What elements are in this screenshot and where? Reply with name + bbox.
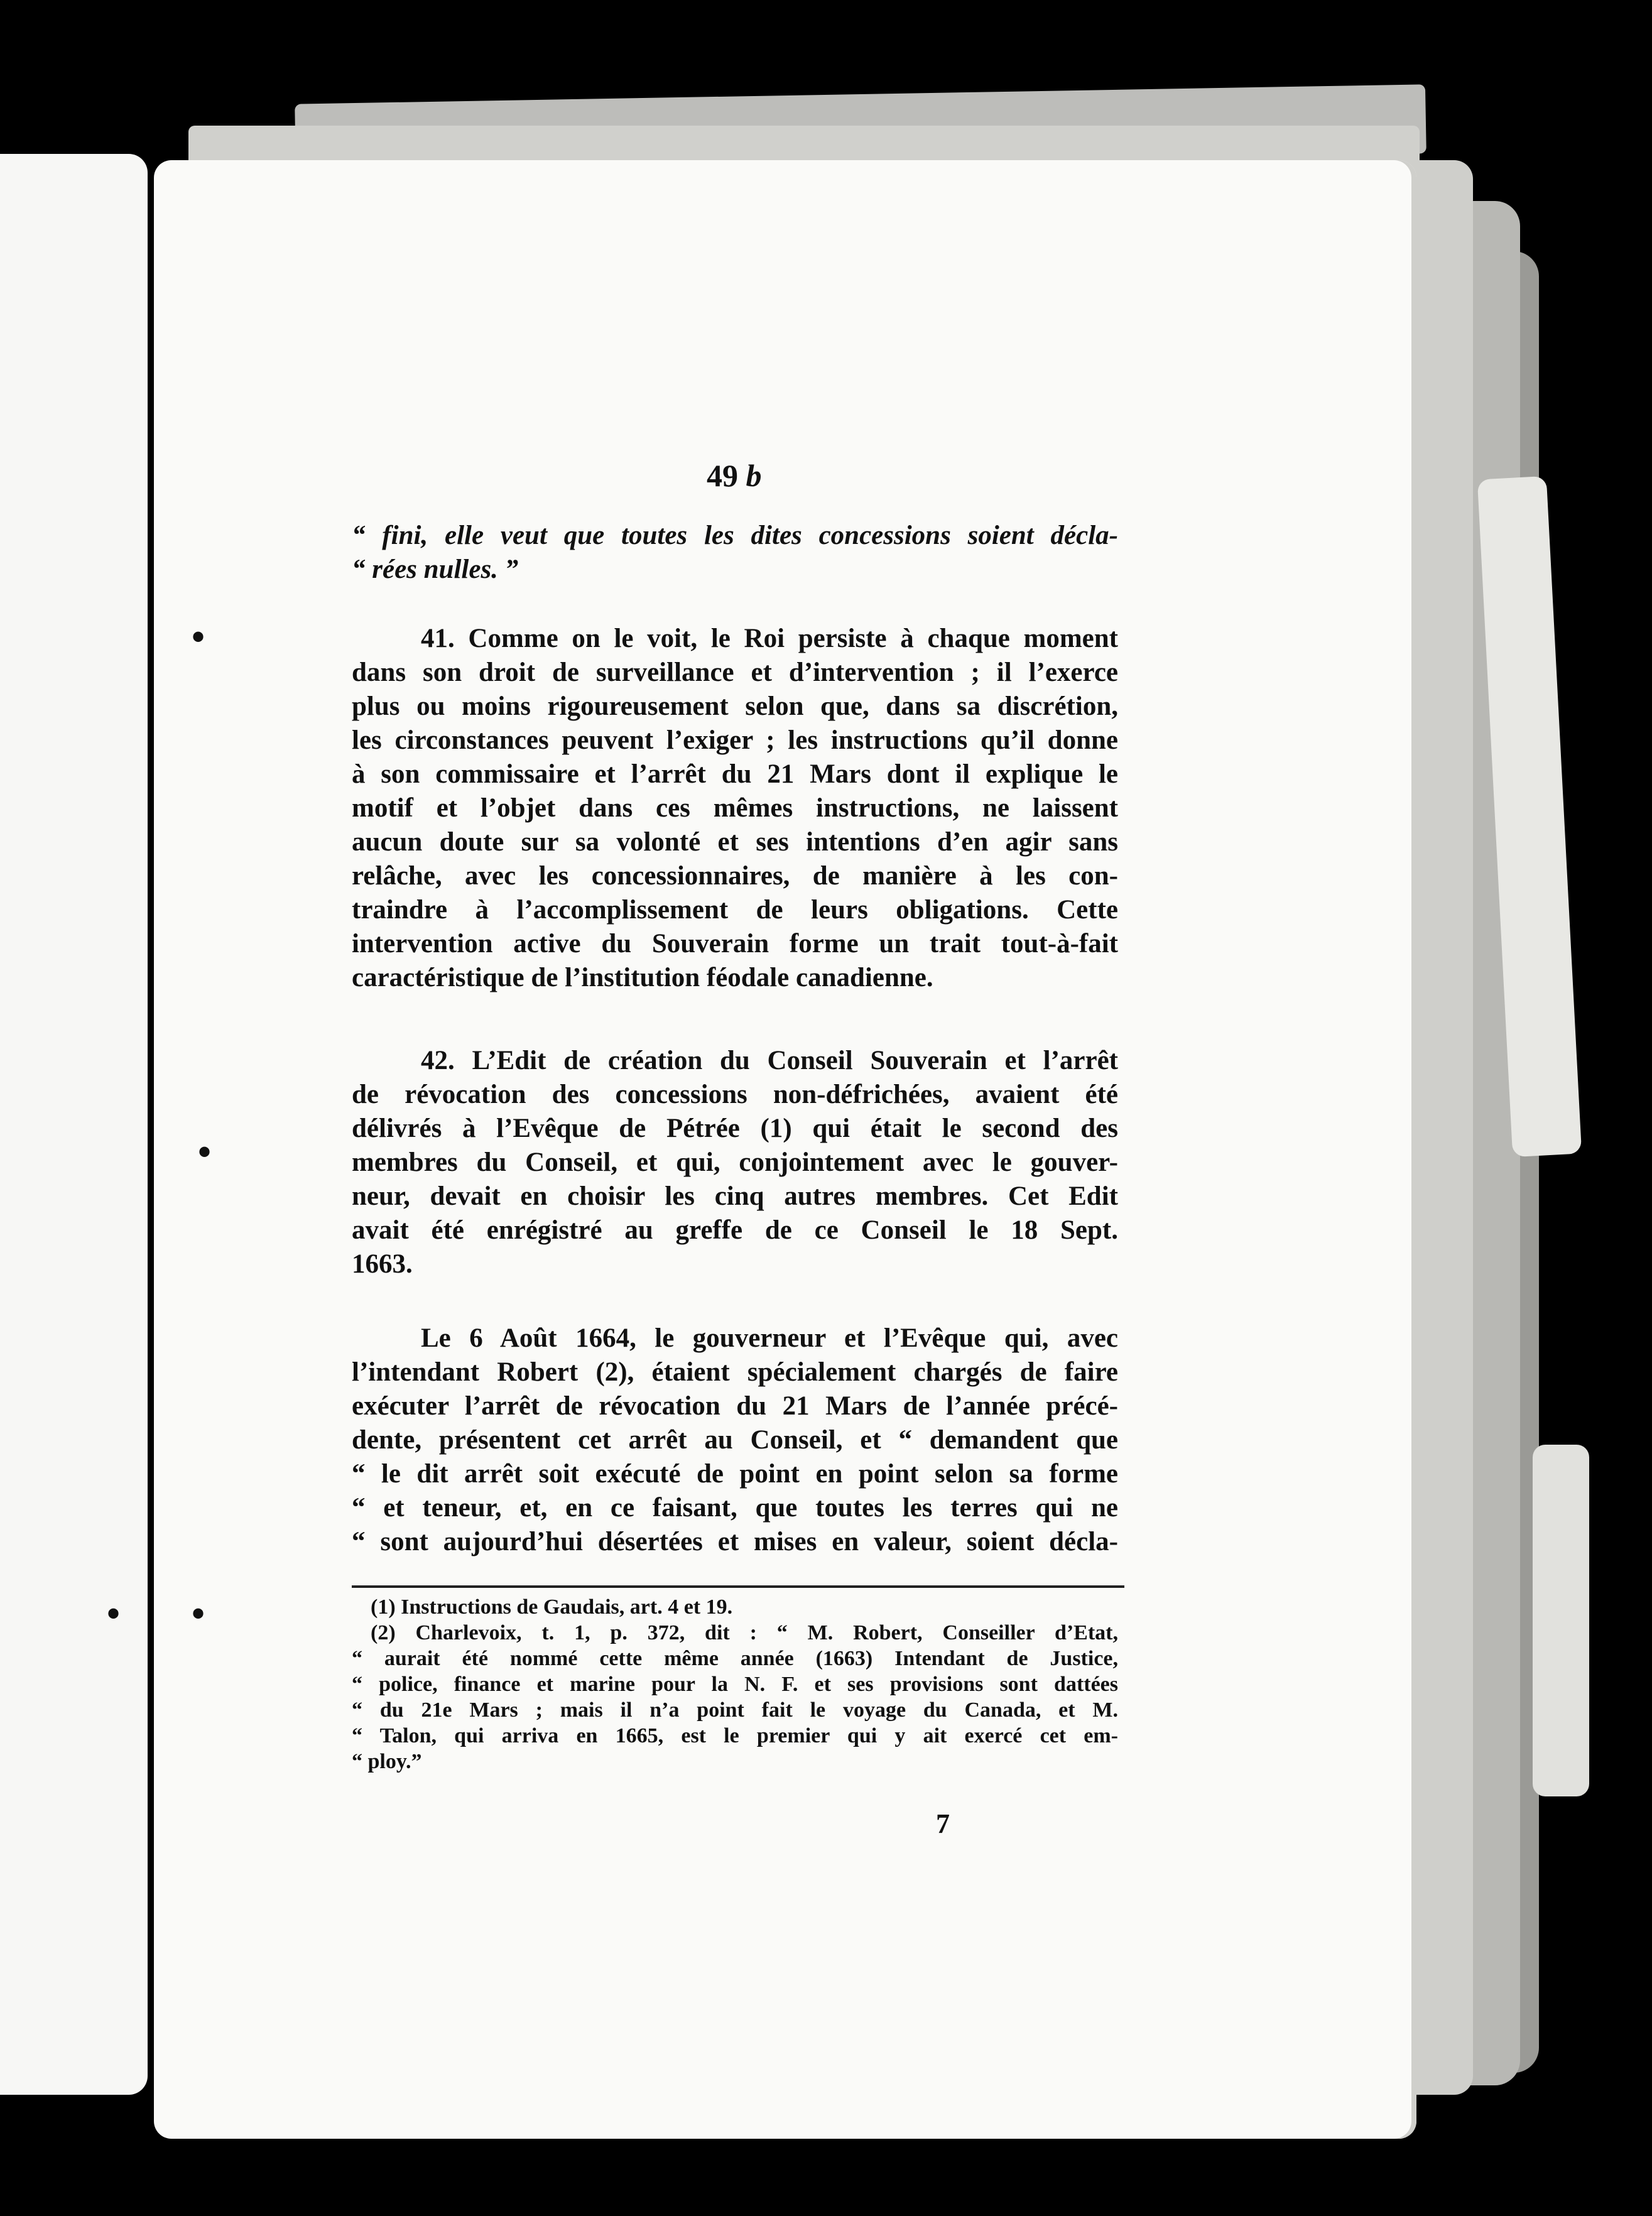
left-page [0, 154, 148, 2095]
paragraph-41: 41. Comme on le voit, le Roi persiste à chaque moment dans son droit de surveillance et d’intervention ; il l’exerce plus ou moins rigoureusement selon que, dans sa discrétion, les circonstances peuvent l’exiger ; les instructions qu’il donne à son commissaire et l’arrêt du 21 Mars dont il explique le motif et l’objet dans ces mêmes instructions, ne laissent aucun doute sur sa volonté et ses intentions d’en agir sans relâche, avec les concessionnaires, de manière à les con- traindre à l’accomplissement de leurs obligations. Cette intervention active du Souverain forme un trait tout-à-fait caractéristique de l’institution féodale canadienne. [352, 624, 1118, 992]
signature-mark: 7 [936, 1808, 950, 1839]
footnotes: (1) Instructions de Gaudais, art. 4 et 19. (2) Charlevoix, t. 1, p. 372, dit : “ M. Robert, Conseiller d’Etat, “ aurait été nommé cette même année (1663) Intendant de Justice, “ police, finance et marine pour la N. F. et ses provisions sont dattées “ du 21e Mars ; mais il n’a point fait le voyage du Canada, et M. “ Talon, qui arriva en 1665, est le premier qui y ait exercé cet em- “ ploy.” [352, 1595, 1118, 1773]
footnote-1: (1) Instructions de Gaudais, art. 4 et 19. [371, 1595, 733, 1619]
torn-page-strip-lower [1533, 1445, 1589, 1796]
footnote-rule [352, 1585, 1124, 1588]
paragraph-aout-1664: Le 6 Août 1664, le gouverneur et l’Evêque qui, avec l’intendant Robert (2), étaient spécialement chargés de faire exécuter l’arrêt de révocation du 21 Mars de l’année précé- dente, présentent cet arrêt au Conseil, et “ demandent que “ le dit arrêt soit exécuté de point en point selon sa forme “ et teneur, et, en ce faisant, que toutes les terres qui ne “ sont aujourd’hui désertées et mises en valeur, soient décla- [352, 1323, 1118, 1556]
page-number: 49 b [707, 458, 762, 493]
footnote-2: (2) Charlevoix, t. 1, p. 372, dit : “ M. Robert, Conseiller d’Etat, [371, 1621, 1118, 1644]
quote-continuation: “ fini, elle veut que toutes les dites concessions soient décla- “ rées nulles. ” [352, 521, 1118, 584]
binding-mark-icon: • [192, 1593, 205, 1634]
binding-mark-icon: • [192, 616, 205, 658]
binding-mark-icon: • [198, 1131, 212, 1173]
paragraph-42: 42. L’Edit de création du Conseil Souverain et l’arrêt de révocation des concessions non-défrichées, avaient été délivrés à l’Evêque de Pétrée (1) qui était le second des membres du Conseil, et qui, conjointement avec le gouver- neur, devait en choisir les cinq autres membres. Cet Edit avait été enrégistré au greffe de ce Conseil le 18 Sept. 1663. [352, 1046, 1118, 1279]
binding-mark-icon: • [107, 1593, 121, 1634]
